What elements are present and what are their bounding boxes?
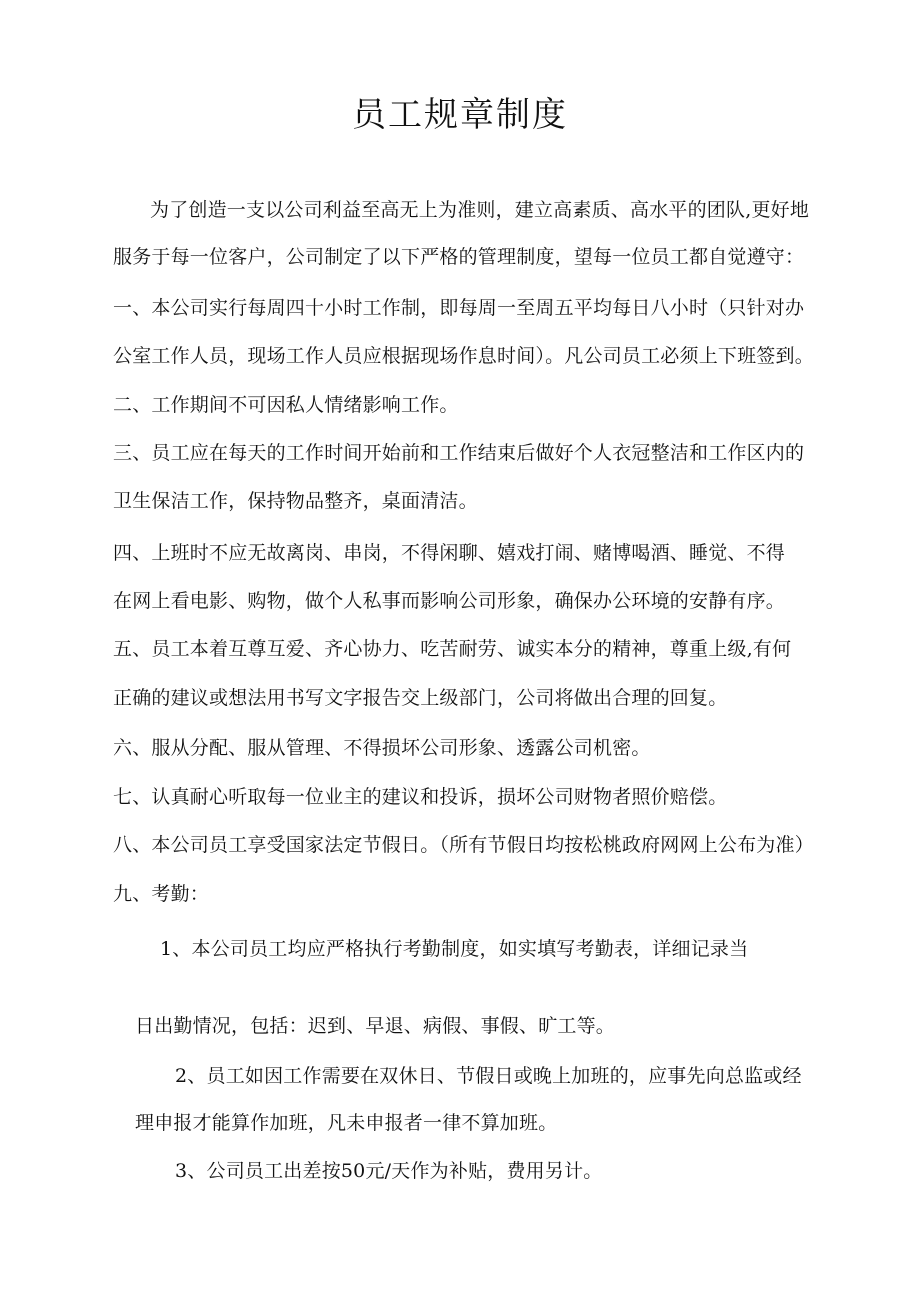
rule-line: 正确的建议或想法用书写文字报告交上级部门，公司将做出合理的回复。 [113,687,728,709]
rule-line: 一、本公司实行每周四十小时工作制，即每周一至周五平均每日八小时（只针对办 [113,297,805,319]
attendance-line: 理申报才能算作加班，凡未申报者一律不算加班。 [135,1112,558,1134]
rule-line: 三、员工应在每天的工作时间开始前和工作结束后做好个人衣冠整洁和工作区内的 [113,442,805,464]
rule-line: 在网上看电影、购物，做个人私事而影响公司形象，确保办公环境的安静有序。 [113,590,786,612]
document-title: 员工规章制度 [352,95,568,135]
rule-line: 八、本公司员工享受国家法定节假日。（所有节假日均按松桃政府网网上公布为准） [113,834,814,856]
intro-line: 为了创造一支以公司利益至高无上为准则，建立高素质、高水平的团队,更好地 [150,199,810,221]
rule-line: 二、工作期间不可因私人情绪影响工作。 [113,394,459,416]
rule-line: 七、认真耐心听取每一位业主的建议和投诉，损坏公司财物者照价赔偿。 [113,786,728,808]
intro-line: 服务于每一位客户，公司制定了以下严格的管理制度，望每一位员工都自觉遵守： [113,246,805,268]
rule-line: 九、考勤： [113,883,210,905]
rule-line: 公室工作人员，现场工作人员应根据现场作息时间）。凡公司员工必须上下班签到。 [113,345,814,367]
attendance-line: 1、本公司员工均应严格执行考勤制度，如实填写考勤表，详细记录当 [160,938,749,960]
attendance-line: 2、员工如因工作需要在双休日、节假日或晚上加班的，应事先向总监或经 [175,1065,802,1087]
rule-line: 卫生保洁工作，保持物品整齐，桌面清洁。 [113,490,478,512]
rule-line: 四、上班时不应无故离岗、串岗，不得闲聊、嬉戏打闹、赌博喝酒、睡觉、不得 [113,542,786,564]
attendance-line: 3、公司员工出差按50元/天作为补贴，费用另计。 [175,1160,603,1182]
rule-line: 五、员工本着互尊互爱、齐心协力、吃苦耐劳、诚实本分的精神，尊重上级,有何 [113,638,792,660]
rule-line: 六、服从分配、服从管理、不得损坏公司形象、透露公司机密。 [113,737,651,759]
attendance-line: 日出勤情况，包括：迟到、早退、病假、事假、旷工等。 [135,1015,616,1037]
